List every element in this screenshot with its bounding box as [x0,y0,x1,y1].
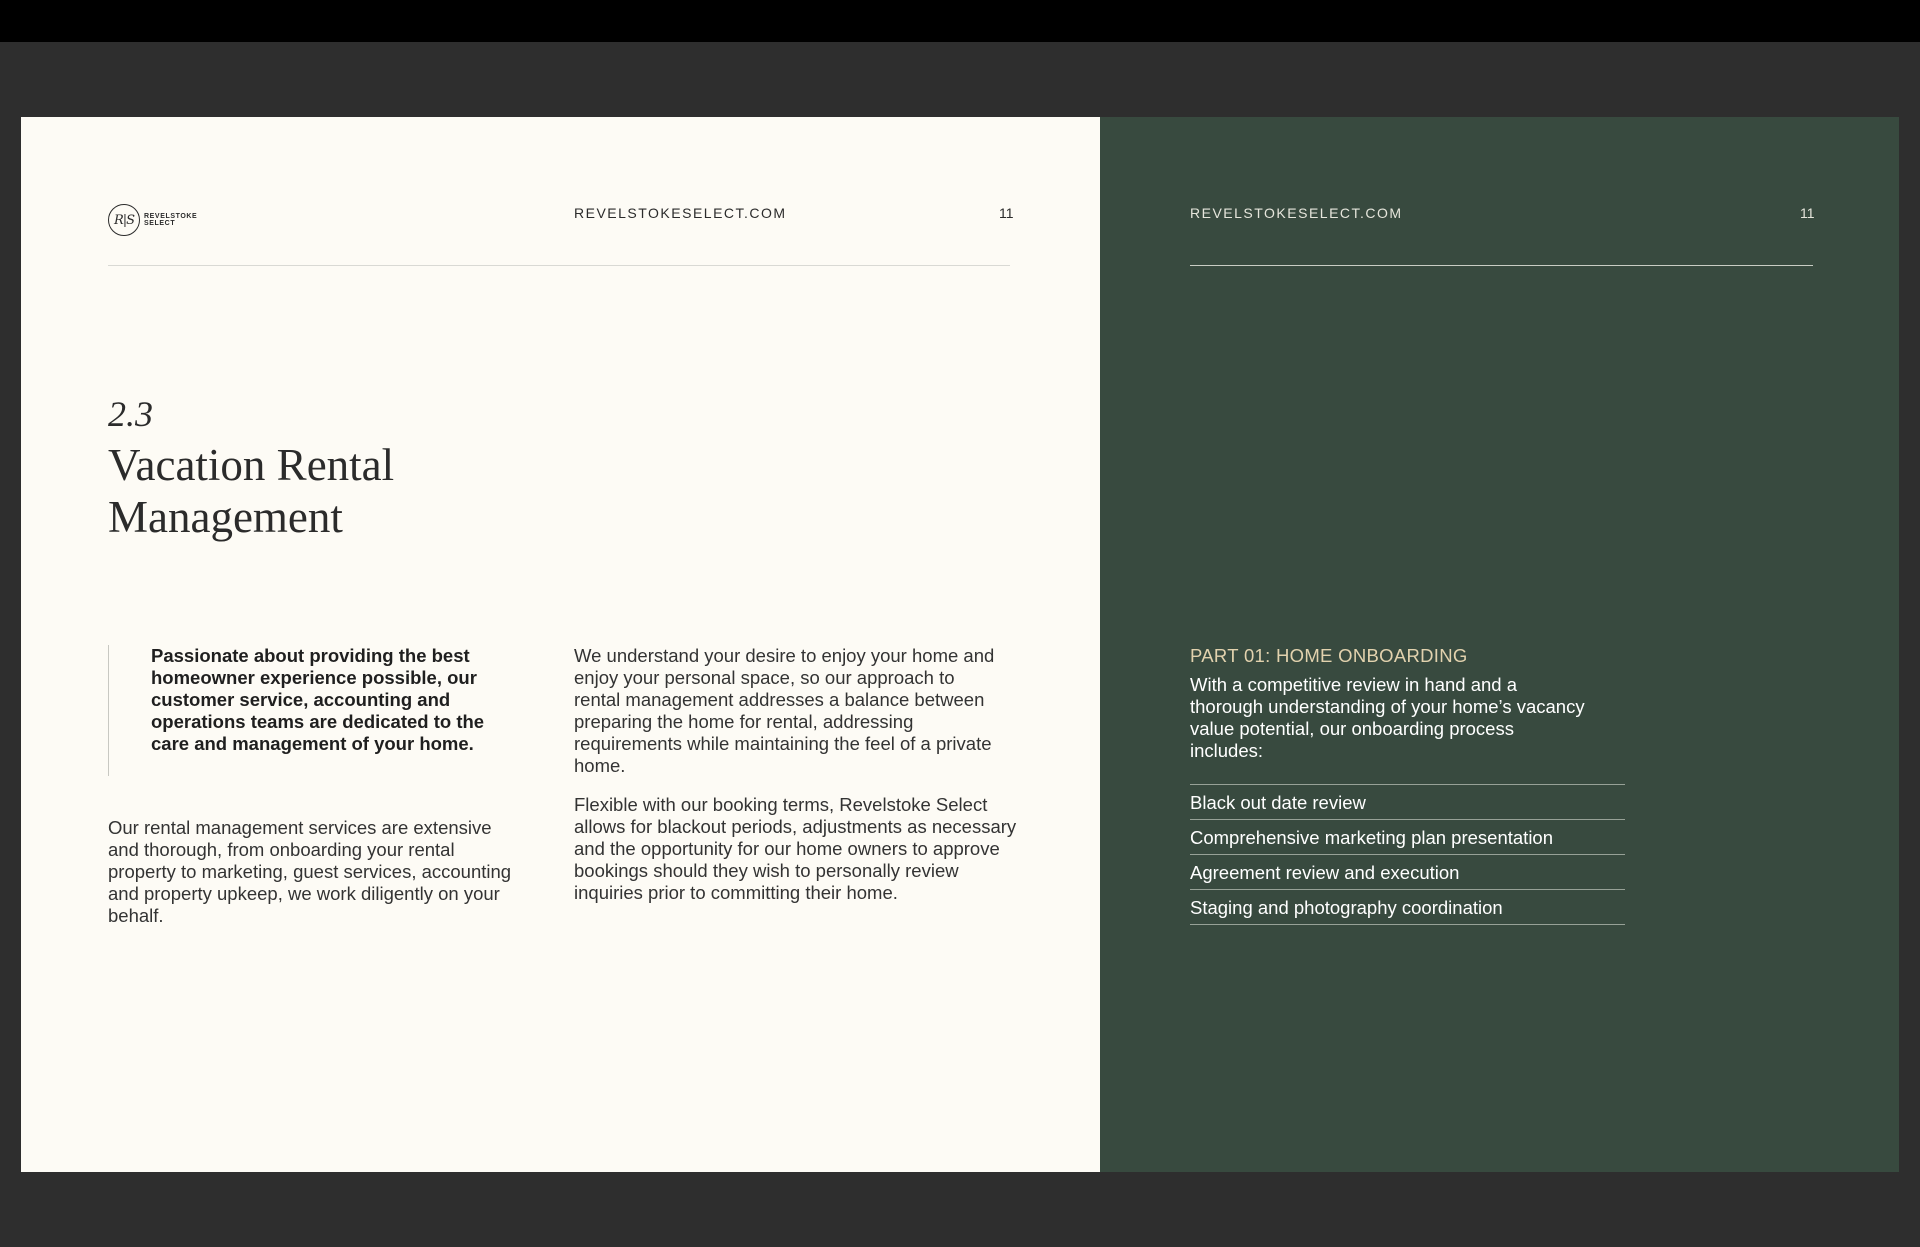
onboarding-list [1190,784,1625,925]
section-title-line1: Vacation Rental [108,440,395,490]
header-url: REVELSTOKESELECT.COM [1190,205,1403,221]
logo-wordmark-line1: REVELSTOKE [144,213,198,220]
page-number: 11 [999,205,1014,221]
section-number: 2.3 [108,394,153,434]
list-item: Comprehensive marketing plan presentation [1190,820,1625,855]
logo-monogram-icon: R|S [108,204,140,236]
paragraph-booking-terms: Flexible with our booking terms, Revelstoke Select allows for blackout periods, adjustments as necessary and the opportunity for our home owners to approve bookings should they wish to personally review inquiries prior to committing their home. [574,794,1017,903]
list-item: Agreement review and execution [1190,855,1625,890]
part-intro: With a competitive review in hand and a thorough understanding of your home’s vacancy value potential, our onboarding process includes: [1190,674,1585,761]
section-title [108,439,508,543]
list-item: Black out date review [1190,785,1625,820]
left-page [21,117,1100,1172]
list-item: Staging and photography coordination [1190,890,1625,925]
viewer-top-bar [0,0,1920,42]
logo-wordmark-line2: SELECT [144,220,176,227]
header-divider [1190,265,1813,266]
paragraph-personal-space: We understand your desire to enjoy your home and enjoy your personal space, so our approach to rental management addresses a balance between preparing the home for rental, addressing requirements while maintaining the feel of a private home. [574,645,995,776]
header-url: REVELSTOKESELECT.COM [574,205,787,221]
page-number: 11 [1800,205,1815,221]
part-title: PART 01: HOME ONBOARDING [1190,645,1468,666]
header-divider [108,265,1010,266]
brand-logo [108,204,214,236]
document-spread [21,117,1899,1172]
section-title-line2: Management [108,492,343,542]
pull-quote: Passionate about providing the best homeowner experience possible, our customer service, accounting and operations teams are dedicated to the care and management of your home. [108,645,496,776]
right-page [1100,117,1899,1172]
logo-wordmark [144,213,214,227]
paragraph-services: Our rental management services are extensive and thorough, from onboarding your rental property to marketing, guest services, accounting and property upkeep, we work diligently on your behalf. [108,817,512,926]
